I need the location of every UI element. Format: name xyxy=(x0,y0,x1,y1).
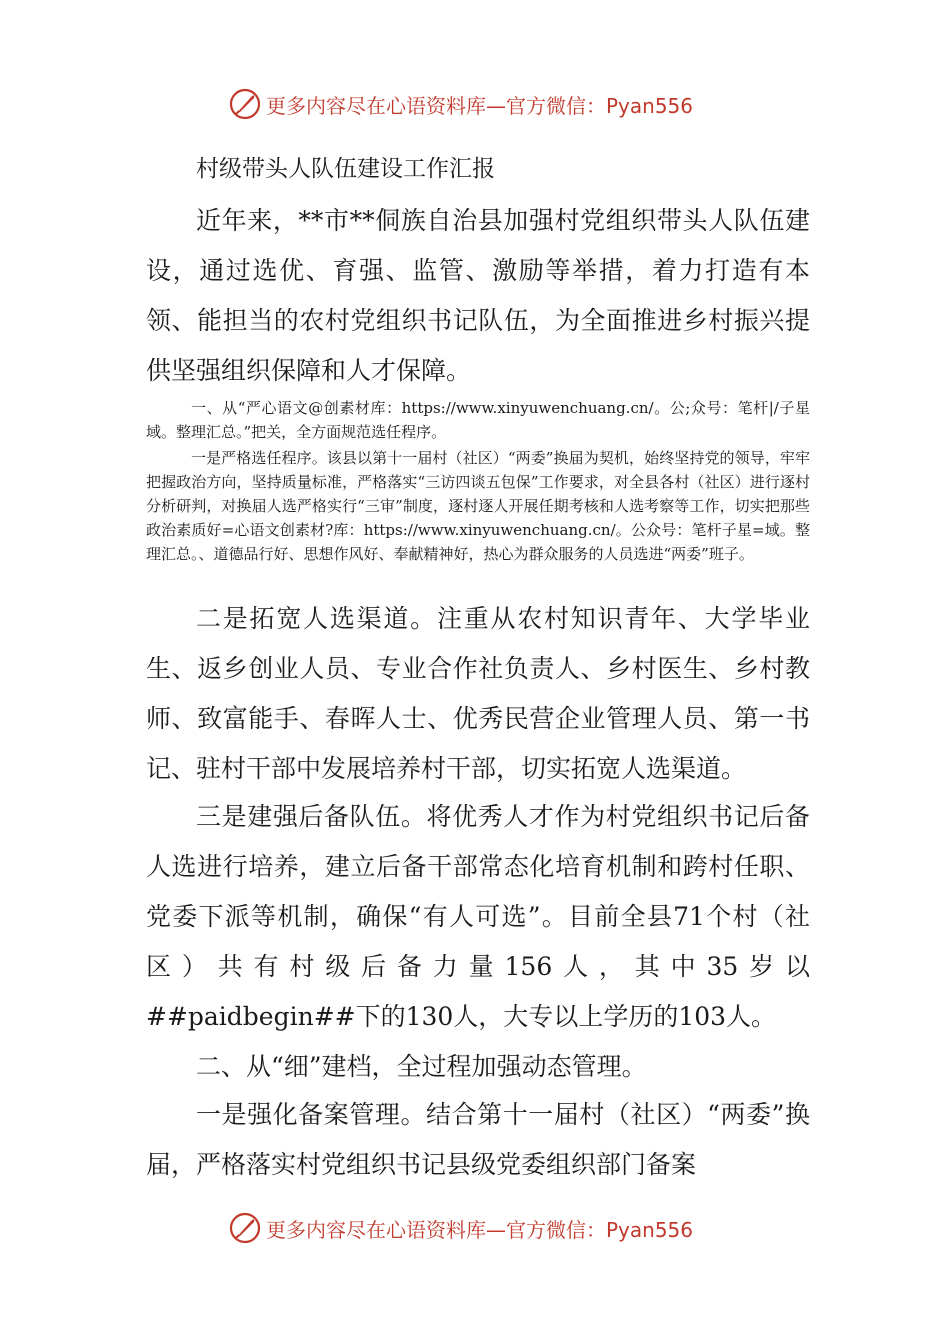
section1-paragraph-2: 二是拓宽人选渠道。注重从农村知识青年、大学毕业生、返乡创业人员、专业合作社负责人、乡村医生、乡村教师、致富能手、春晖人士、优秀民营企业管理人员、第一书记、驻村干部中发展培养村干部，切实拓宽人选渠道。 xyxy=(146,604,810,783)
footer-banner-text: 更多内容尽在心语资料库—官方微信：Pyan556 xyxy=(266,1217,694,1242)
header-banner-text: 更多内容尽在心语资料库—官方微信：Pyan556 xyxy=(266,93,694,118)
section1-paragraph-1: 一是严格选任程序。该县以第十一届村（社区）“两委”换届为契机，始终坚持党的领导，牢牢把握政治方向，坚持质量标准，严格落实“三访四谈五包保”工作要求，对全县各村（社区）进行逐村分析研判，对换届人选严格实行“三审”制度，逐村逐人开展任期考核和人选考察等工作，切实把那些政治素质好=心语文创素材?库：https://www.xinyuwenchuang.cn/。公众号：笔杆子星=域。整理汇总。、道德品行好、思想作风好、奉献精神好，热心为群众服务的人员选进“两委”班子。 xyxy=(146,449,810,563)
document-title: 村级带头人队伍建设工作汇报 xyxy=(196,156,495,182)
section2-paragraph-1: 一是强化备案管理。结合第十一届村（社区）“两委”换届，严格落实村党组织书记县级党委组织部门备案 xyxy=(146,1100,810,1179)
header-banner xyxy=(228,84,828,124)
quill-pen-logo-icon xyxy=(228,1211,262,1245)
section1-paragraph-3: 三是建强后备队伍。将优秀人才作为村党组织书记后备人选进行培养，建立后备干部常态化培育机制和跨村任职、党委下派等机制，确保“有人可选”。目前全县71个村（社区）共有村级后备力量156人，其中35岁以##paidbegin##下的130人，大专以上学历的103人。 xyxy=(146,802,810,1031)
quill-pen-logo-icon xyxy=(228,87,262,121)
section1-heading: 一、从“严心语文@创素材库：https://www.xinyuwenchuang.cn/。公;众号：笔杆|/子星域。整理汇总。”把关，全方面规范选任程序。 xyxy=(146,399,810,441)
footer-banner xyxy=(228,1208,828,1248)
intro-paragraph: 近年来，**市**侗族自治县加强村党组织带头人队伍建设，通过选优、育强、监管、激励等举措，着力打造有本领、能担当的农村党组织书记队伍，为全面推进乡村振兴提供坚强组织保障和人才保障。 xyxy=(146,206,810,385)
section2-heading: 二、从“细”建档，全过程加强动态管理。 xyxy=(196,1052,647,1081)
